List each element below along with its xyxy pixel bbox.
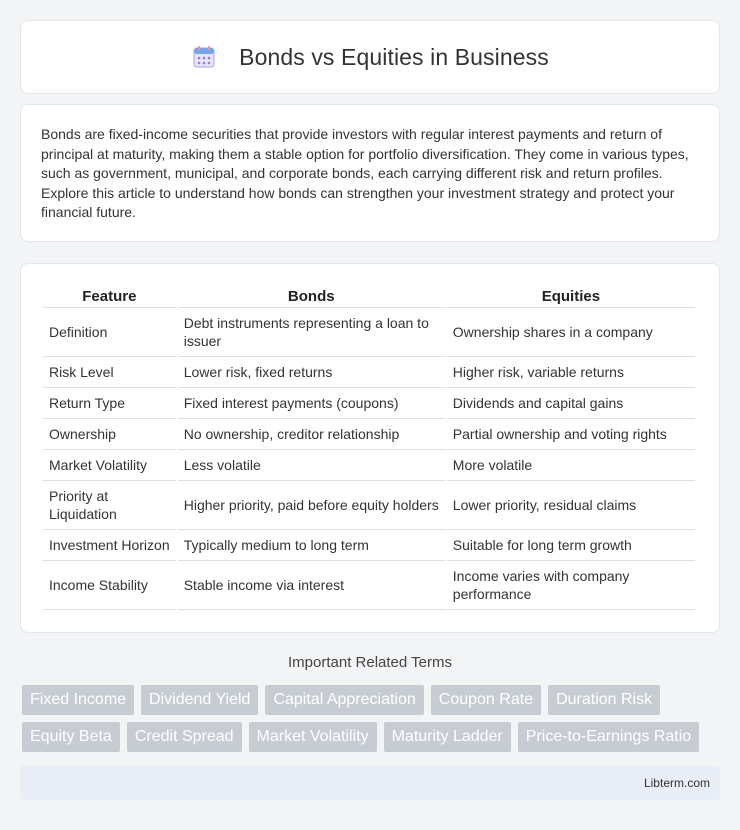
cell-bonds: Fixed interest payments (coupons) [178,388,445,419]
related-terms-row [22,722,722,752]
cell-equities: Lower priority, residual claims [447,481,695,530]
cell-bonds: Stable income via interest [178,561,445,610]
table-header-row [43,284,695,308]
cell-bonds: Debt instruments representing a loan to issuer [178,308,445,357]
calendar-icon [191,44,217,70]
cell-bonds: Lower risk, fixed returns [178,357,445,388]
cell-feature: Definition [43,308,176,357]
cell-feature: Investment Horizon [43,530,176,561]
cell-feature: Return Type [43,388,176,419]
table-row [43,357,695,388]
tag-dividend-yield[interactable]: Dividend Yield [141,685,258,715]
tag-price-to-earnings-ratio[interactable]: Price-to-Earnings Ratio [518,722,699,752]
cell-feature: Income Stability [43,561,176,610]
table-row [43,308,695,357]
cell-feature: Risk Level [43,357,176,388]
table-row [43,530,695,561]
related-terms-title: Important Related Terms [288,654,452,671]
header-bonds: Bonds [178,284,445,308]
cell-equities: Ownership shares in a company [447,308,695,357]
header-card [20,20,720,94]
intro-card [20,104,720,242]
cell-equities: Suitable for long term growth [447,530,695,561]
header-equities: Equities [447,284,695,308]
table-row [43,450,695,481]
cell-bonds: Higher priority, paid before equity holders [178,481,445,530]
page-title: Bonds vs Equities in Business [239,43,549,70]
comparison-table [41,284,697,610]
tag-fixed-income[interactable]: Fixed Income [22,685,134,715]
cell-bonds: No ownership, creditor relationship [178,419,445,450]
table-row [43,419,695,450]
table-row [43,481,695,530]
footer-brand-link[interactable]: Libterm.com [643,776,710,790]
tag-duration-risk[interactable]: Duration Risk [548,685,660,715]
related-terms-row [22,685,722,715]
tag-equity-beta[interactable]: Equity Beta [22,722,120,752]
cell-equities: Partial ownership and voting rights [447,419,695,450]
intro-text: Bonds are fixed-income securities that provide investors with regular interest payments and return of principal at maturity, making them a stable option for portfolio diversification. They come in various types, such as government, municipal, and corporate bonds, each carrying different risk and return profiles. Explore this article to understand how bonds can strengthen your investment strategy and protect your financial future. [41,126,689,221]
cell-equities: Higher risk, variable returns [447,357,695,388]
tag-credit-spread[interactable]: Credit Spread [127,722,242,752]
header-feature: Feature [43,284,176,308]
related-terms-list [22,685,722,759]
cell-bonds: Less volatile [178,450,445,481]
tag-capital-appreciation[interactable]: Capital Appreciation [265,685,423,715]
cell-feature: Ownership [43,419,176,450]
tag-coupon-rate[interactable]: Coupon Rate [431,685,541,715]
cell-feature: Market Volatility [43,450,176,481]
cell-bonds: Typically medium to long term [178,530,445,561]
cell-equities: Income varies with company performance [447,561,695,610]
table-row [43,561,695,610]
cell-equities: More volatile [447,450,695,481]
cell-equities: Dividends and capital gains [447,388,695,419]
cell-feature: Priority at Liquidation [43,481,176,530]
comparison-table-card [20,263,720,633]
footer [20,766,720,800]
tag-market-volatility[interactable]: Market Volatility [249,722,377,752]
table-row [43,388,695,419]
tag-maturity-ladder[interactable]: Maturity Ladder [384,722,511,752]
